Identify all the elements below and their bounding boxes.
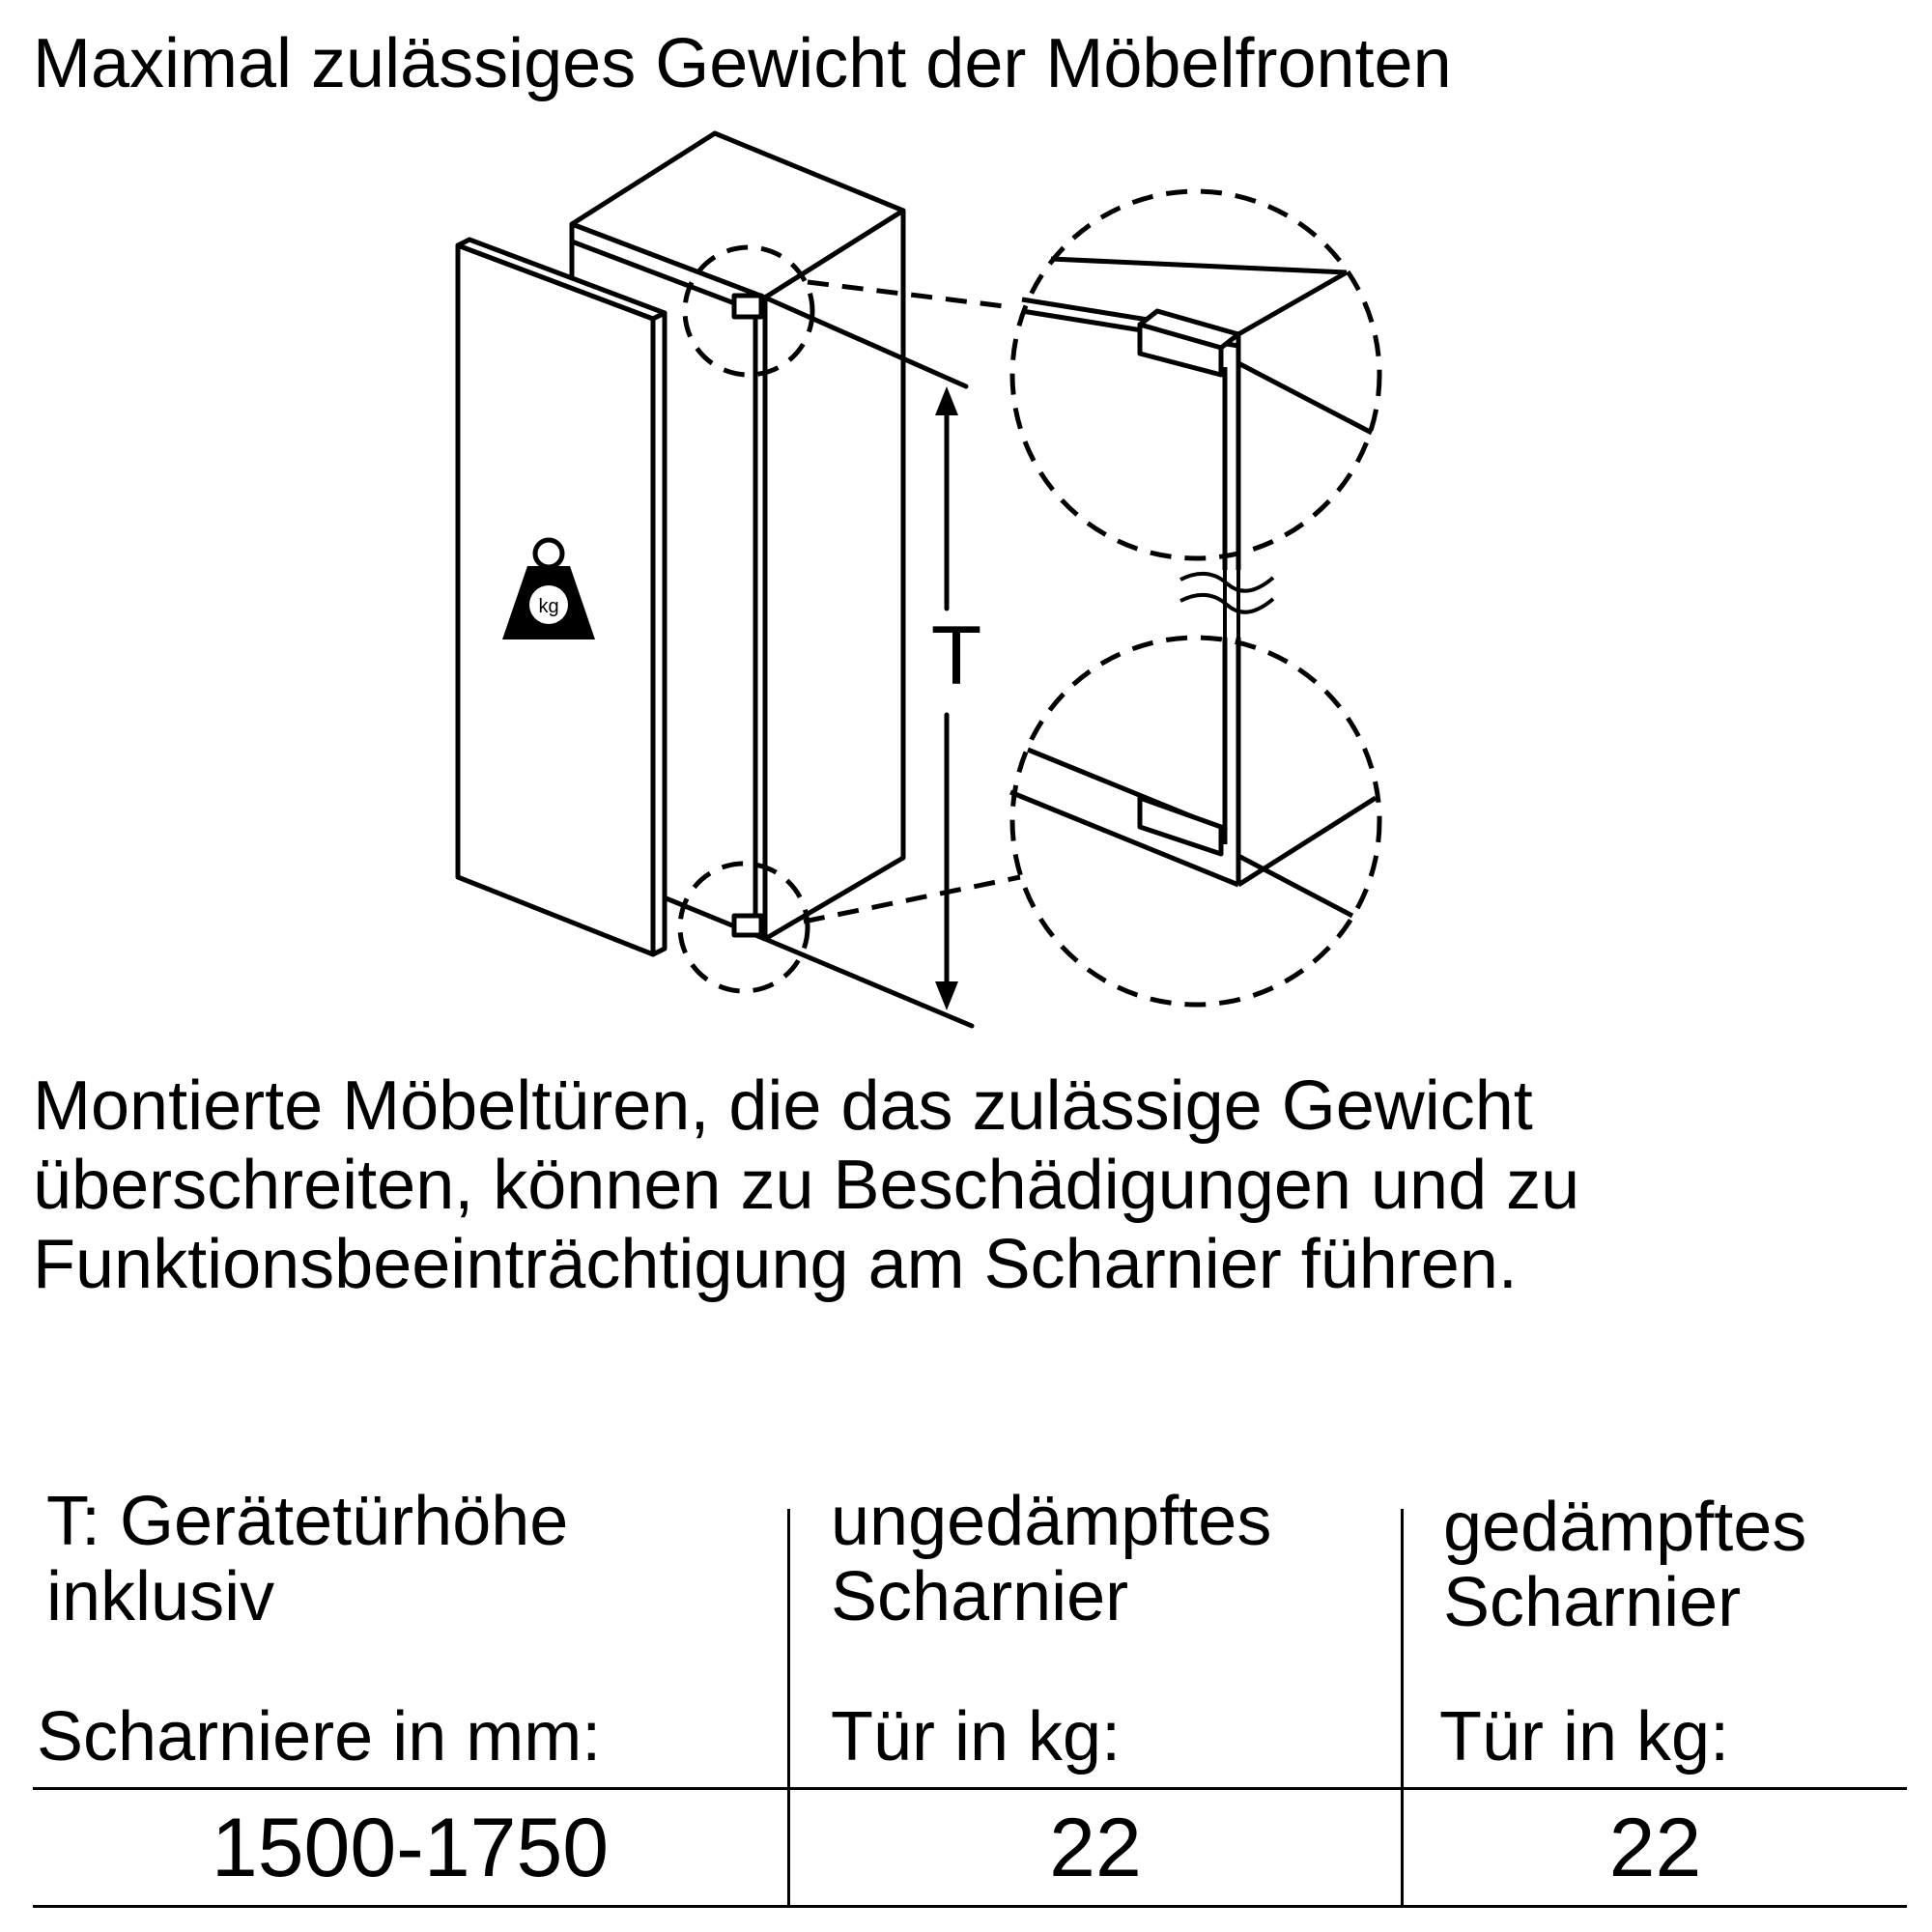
dimension-label: T	[930, 610, 982, 702]
warning-line: überschreiten, können zu Beschädigungen und zu	[33, 1147, 1580, 1224]
table-bottom-rule	[33, 1905, 1907, 1908]
cell-damped-weight: 22	[1608, 1802, 1702, 1894]
warning-line: Montierte Möbeltüren, die das zulässige Gewicht	[33, 1067, 1533, 1145]
column-header-damped	[1443, 1490, 1806, 1640]
top-hinge-detail-contents	[1022, 259, 1372, 570]
table-divider	[33, 1787, 1907, 1790]
column-header-undamped	[831, 1484, 1271, 1634]
column-header-line: Scharnier	[831, 1558, 1129, 1635]
column-subheader-damped: Tür in kg:	[1439, 1698, 1730, 1776]
column-header-line: gedämpftes	[1443, 1489, 1807, 1566]
column-header-line: Scharnier	[1443, 1564, 1742, 1641]
bottom-hinge-detail-contents	[1010, 638, 1376, 916]
column-subheader-undamped: Tür in kg:	[831, 1698, 1122, 1776]
cell-undamped-weight: 22	[1049, 1802, 1142, 1894]
top-hinge-detail	[1012, 191, 1379, 558]
column-header-line: ungedämpftes	[831, 1483, 1272, 1560]
cell-height-range: 1500-1750	[211, 1802, 610, 1894]
page-title: Maximal zulässiges Gewicht der Möbelfronten	[33, 25, 1452, 102]
column-header-line: T: Gerätetürhöhe	[46, 1483, 569, 1560]
column-header-line: inklusiv	[46, 1558, 275, 1635]
column-header-height	[46, 1484, 568, 1634]
weight-icon-label: kg	[538, 596, 559, 617]
column-subheader-height: Scharniere in mm:	[37, 1698, 602, 1776]
warning-line: Funktionsbeeinträchtigung am Scharnier führen.	[33, 1226, 1518, 1303]
warning-text	[33, 1066, 1897, 1304]
break-symbol	[1180, 570, 1273, 638]
